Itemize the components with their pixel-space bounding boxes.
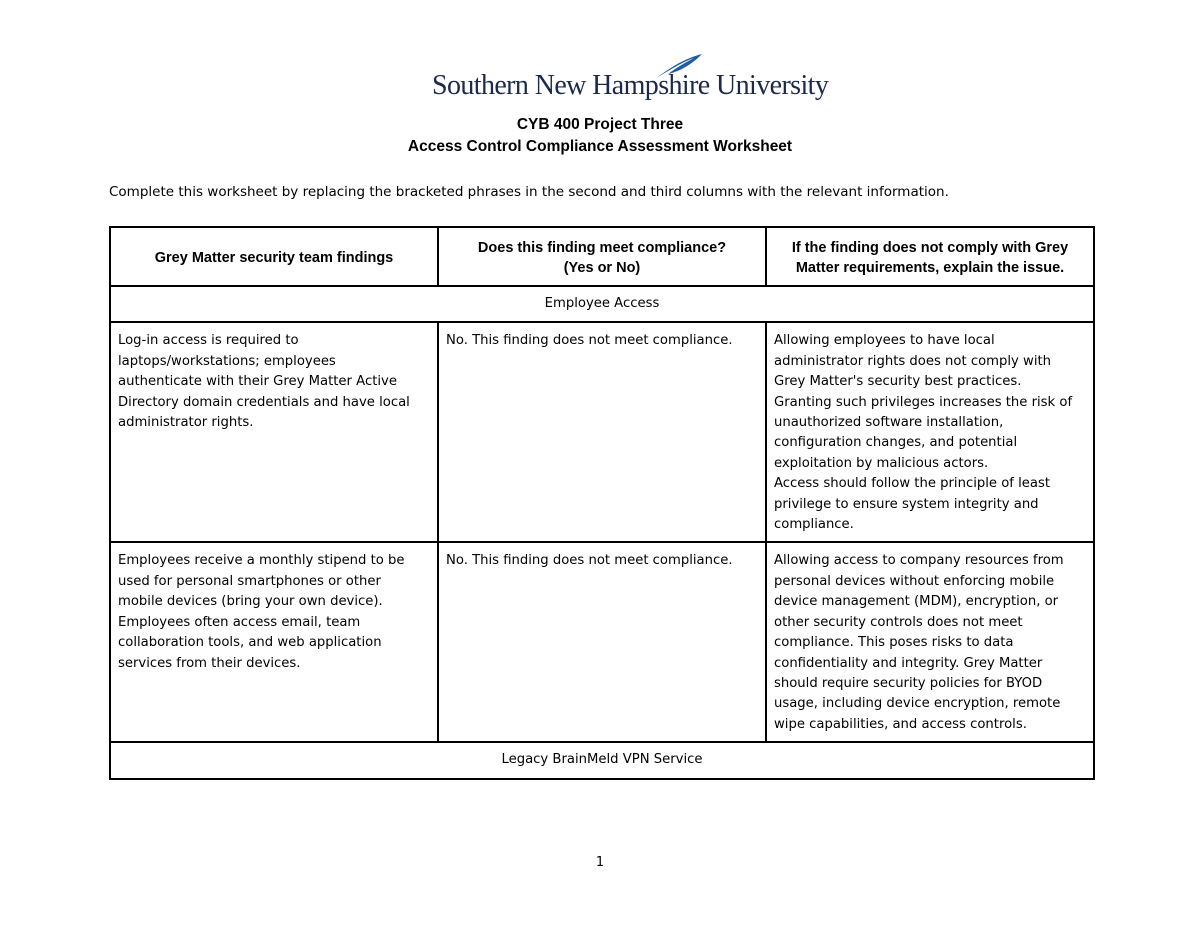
section-heading: Employee Access	[110, 286, 1094, 322]
compliance-cell: No. This finding does not meet compliance.	[438, 322, 766, 542]
table-row	[110, 542, 1094, 742]
explanation-line: confidentiality and integrity. Grey Matter	[774, 655, 1043, 671]
finding-line: collaboration tools, and web application	[118, 635, 382, 651]
explanation-line: configuration changes, and potential	[774, 435, 1018, 451]
explanation-line: Allowing employees to have local	[774, 333, 995, 349]
finding-line: Directory domain credentials and have local	[118, 394, 410, 410]
logo-wordmark: Southern New Hampshire University	[432, 70, 829, 101]
finding-line: Employees receive a monthly stipend to be	[118, 553, 405, 569]
finding-line: authenticate with their Grey Matter Active	[118, 374, 397, 390]
finding-cell	[110, 322, 438, 542]
finding-line: Employees often access email, team	[118, 614, 361, 630]
finding-line: laptops/workstations; employees	[118, 353, 336, 369]
explanation-line: Access should follow the principle of least	[774, 476, 1051, 492]
finding-line: mobile devices (bring your own device).	[118, 594, 383, 610]
finding-line: services from their devices.	[118, 655, 301, 671]
explanation-line: compliance. This poses risks to data	[774, 635, 1014, 651]
page-number: 1	[595, 855, 605, 870]
header-explanation	[766, 227, 1094, 286]
finding-line: administrator rights.	[118, 415, 254, 431]
finding-line: used for personal smartphones or other	[118, 573, 381, 589]
header-explanation-line1: If the finding does not comply with Grey	[791, 239, 1069, 256]
compliance-table	[109, 226, 1095, 780]
document-subtitle: Access Control Compliance Assessment Worksheet	[407, 138, 793, 155]
explanation-line: wipe capabilities, and access controls.	[774, 716, 1027, 732]
explanation-line: personal devices without enforcing mobile	[774, 573, 1055, 589]
section-row-employee-access	[110, 286, 1094, 322]
explanation-line: Allowing access to company resources from	[774, 553, 1064, 569]
header-explanation-line2: Matter requirements, explain the issue.	[795, 259, 1065, 276]
explanation-cell	[766, 542, 1094, 742]
section-heading: Legacy BrainMeld VPN Service	[110, 742, 1094, 778]
header-findings-label: Grey Matter security team findings	[154, 249, 394, 266]
explanation-line: exploitation by malicious actors.	[774, 455, 989, 471]
explanation-line: compliance.	[774, 517, 854, 533]
table-row	[110, 322, 1094, 542]
header-compliance	[438, 227, 766, 286]
compliance-cell: No. This finding does not meet compliance.	[438, 542, 766, 742]
explanation-line: privilege to ensure system integrity and	[774, 496, 1039, 512]
header-findings	[110, 227, 438, 286]
explanation-line: should require security policies for BYOD	[774, 675, 1043, 691]
explanation-line: administrator rights does not comply with	[774, 353, 1052, 369]
finding-cell	[110, 542, 438, 742]
explanation-line: usage, including device encryption, remote	[774, 696, 1061, 712]
table-header-row	[110, 227, 1094, 286]
explanation-line: device management (MDM), encryption, or	[774, 594, 1059, 610]
section-row-legacy-vpn	[110, 742, 1094, 778]
header-compliance-line1: Does this finding meet compliance?	[477, 239, 727, 256]
instructions-text: Complete this worksheet by replacing the bracketed phrases in the second and third columns with the relevant information.	[109, 184, 949, 200]
explanation-line: Granting such privileges increases the risk of	[774, 394, 1073, 410]
explanation-line: other security controls does not meet	[774, 614, 1023, 630]
university-logo	[432, 52, 829, 104]
finding-line: Log-in access is required to	[118, 333, 299, 349]
explanation-cell	[766, 322, 1094, 542]
header-compliance-line2: (Yes or No)	[563, 259, 641, 276]
explanation-line: Grey Matter's security best practices.	[774, 374, 1022, 390]
document-title: CYB 400 Project Three	[516, 116, 684, 133]
explanation-line: unauthorized software installation,	[774, 415, 1004, 431]
